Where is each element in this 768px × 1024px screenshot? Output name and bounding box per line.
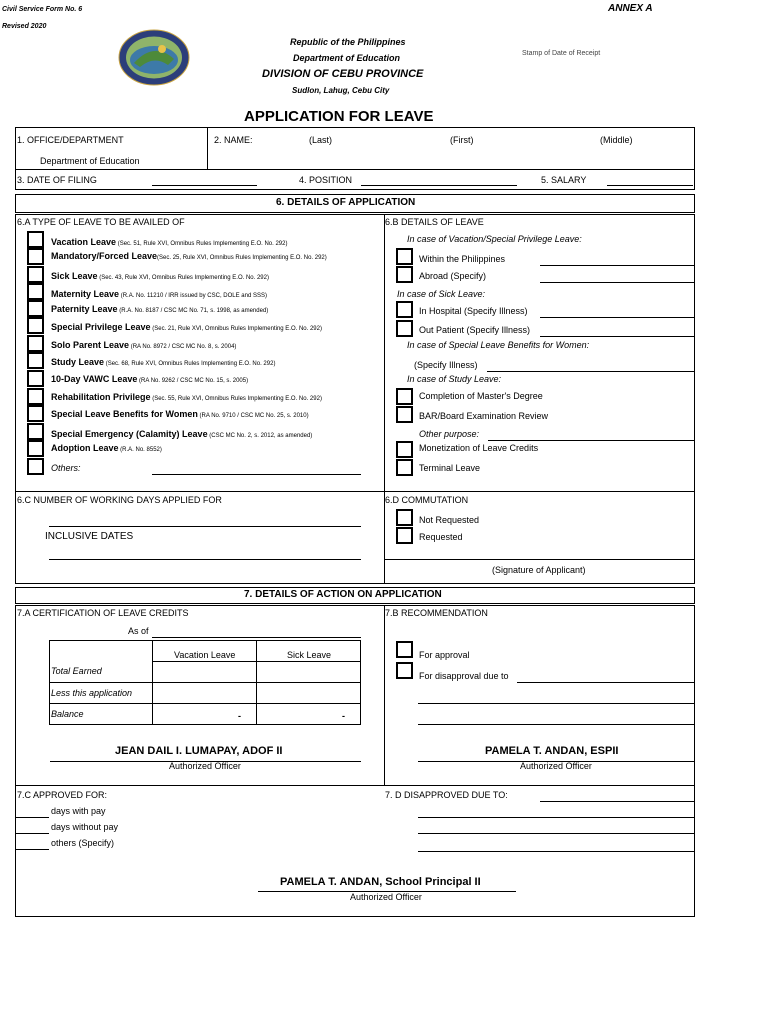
deped-seal-logo xyxy=(118,29,190,86)
leave-type-item: Paternity Leave (R.A. No. 8187 / CSC MC No. 71, s. 1998, as amended) xyxy=(51,304,269,314)
leave-type-item: Special Leave Benefits for Women (RA No. 9710 / CSC MC No. 25, s. 2010) xyxy=(51,409,309,419)
last-name-label: (Last) xyxy=(309,135,333,145)
leave-type-item: Sick Leave (Sec. 43, Rule XVI, Omnibus Rules Implementing E.O. No. 292) xyxy=(51,271,269,281)
in-hospital-label: In Hospital (Specify Illness) xyxy=(419,306,528,316)
name-label: 2. NAME: xyxy=(214,135,253,145)
others-field[interactable] xyxy=(152,474,361,475)
position-label: 4. POSITION xyxy=(299,175,353,185)
leave-type-checkbox[interactable] xyxy=(27,388,44,405)
division-text: DIVISION OF CEBU PROVINCE xyxy=(262,68,424,80)
within-philippines-label: Within the Philippines xyxy=(419,254,506,264)
leave-type-checkbox[interactable] xyxy=(27,283,44,300)
leave-type-checkbox[interactable] xyxy=(27,352,44,369)
less-application-label: Less this application xyxy=(51,688,133,698)
for-approval-checkbox[interactable] xyxy=(396,641,413,658)
abroad-label: Abroad (Specify) xyxy=(419,271,487,281)
masters-degree-label: Completion of Master's Degree xyxy=(419,391,543,401)
vacation-balance-value: - xyxy=(238,711,241,721)
type-of-leave-label: 6.A TYPE OF LEAVE TO BE AVAILED OF xyxy=(17,217,185,227)
department-text: Department of Education xyxy=(293,53,401,63)
working-days-field[interactable] xyxy=(49,526,361,527)
leave-type-checkbox[interactable] xyxy=(27,300,44,317)
sick-balance-value: - xyxy=(342,711,345,721)
authorized-officer-label: Authorized Officer xyxy=(169,761,241,771)
for-approval-label: For approval xyxy=(419,650,470,660)
specify-illness-label: (Specify Illness) xyxy=(414,360,478,370)
leave-credits-label: 7.A CERTIFICATION OF LEAVE CREDITS xyxy=(17,608,189,618)
days-without-pay-label: days without pay xyxy=(51,822,119,832)
others-specify-field[interactable] xyxy=(16,849,49,850)
approved-for-label: 7.C APPROVED FOR: xyxy=(17,790,108,800)
leave-type-item: Adoption Leave (R.A. No. 8552) xyxy=(51,443,162,453)
approving-officer-name: PAMELA T. ANDAN, School Principal II xyxy=(280,876,481,888)
divider xyxy=(15,491,695,492)
monetization-label: Monetization of Leave Credits xyxy=(419,443,539,453)
balance-label: Balance xyxy=(51,709,84,719)
disapproved-reason-field[interactable] xyxy=(418,833,694,834)
leave-type-checkbox[interactable] xyxy=(27,231,44,248)
section-7-title: 7. DETAILS OF ACTION ON APPLICATION xyxy=(244,589,442,600)
monetization-checkbox[interactable] xyxy=(396,441,413,458)
leave-type-checkbox[interactable] xyxy=(27,248,44,265)
form-revision: Revised 2020 xyxy=(2,23,47,30)
masters-degree-checkbox[interactable] xyxy=(396,388,413,405)
working-days-label: 6.C NUMBER OF WORKING DAYS APPLIED FOR xyxy=(17,495,222,505)
leave-type-item: Study Leave (Sec. 68, Rule XVI, Omnibus Rules Implementing E.O. No. 292) xyxy=(51,357,276,367)
divider xyxy=(49,703,361,704)
not-requested-label: Not Requested xyxy=(419,515,480,525)
total-earned-label: Total Earned xyxy=(51,666,102,676)
as-of-field[interactable] xyxy=(152,637,361,638)
specify-illness-field[interactable] xyxy=(487,371,694,372)
recommendation-label: 7.B RECOMMENDATION xyxy=(385,608,488,618)
disapproved-due-to-label: 7. D DISAPPROVED DUE TO: xyxy=(385,790,508,800)
applicant-signature-label: (Signature of Applicant) xyxy=(492,565,586,575)
address-text: Sudlon, Lahug, Cebu City xyxy=(292,86,390,95)
bar-review-label: BAR/Board Examination Review xyxy=(419,411,549,421)
for-disapproval-label: For disapproval due to xyxy=(419,671,509,681)
other-purpose-field[interactable] xyxy=(488,440,694,441)
others-label: Others: xyxy=(51,463,81,473)
leave-type-checkbox[interactable] xyxy=(27,405,44,422)
leave-type-item: Mandatory/Forced Leave(Sec. 25, Rule XVI, Omnibus Rules Implementing E.O. No. 292) xyxy=(51,251,327,261)
days-with-pay-field[interactable] xyxy=(16,817,49,818)
vacation-case-label: In case of Vacation/Special Privilege Leave: xyxy=(407,234,582,244)
study-case-label: In case of Study Leave: xyxy=(407,374,502,384)
salary-label: 5. SALARY xyxy=(541,175,587,185)
leave-type-item: Special Privilege Leave (Sec. 21, Rule XVI, Omnibus Rules Implementing E.O. No. 292) xyxy=(51,322,322,332)
days-without-pay-field[interactable] xyxy=(16,833,49,834)
in-hospital-field[interactable] xyxy=(540,317,694,318)
out-patient-label: Out Patient (Specify Illness) xyxy=(419,325,531,335)
details-of-leave-label: 6.B DETAILS OF LEAVE xyxy=(385,217,484,227)
other-purpose-label: Other purpose: xyxy=(419,429,480,439)
out-patient-checkbox[interactable] xyxy=(396,320,413,337)
position-field[interactable] xyxy=(361,185,517,186)
others-checkbox[interactable] xyxy=(27,458,44,475)
divider xyxy=(384,214,385,584)
within-philippines-field[interactable] xyxy=(540,265,694,266)
leave-type-item: Vacation Leave (Sec. 51, Rule XVI, Omnibus Rules Implementing E.O. No. 292) xyxy=(51,237,288,247)
inclusive-dates-field[interactable] xyxy=(49,559,361,560)
terminal-leave-label: Terminal Leave xyxy=(419,463,481,473)
abroad-checkbox[interactable] xyxy=(396,266,413,283)
form-title: APPLICATION FOR LEAVE xyxy=(244,108,434,125)
divider xyxy=(152,661,361,662)
certifying-officer-name: JEAN DAIL I. LUMAPAY, ADOF II xyxy=(115,745,283,757)
in-hospital-checkbox[interactable] xyxy=(396,301,413,318)
leave-type-checkbox[interactable] xyxy=(27,317,44,334)
bar-review-checkbox[interactable] xyxy=(396,406,413,423)
leave-type-item: Solo Parent Leave (RA No. 8972 / CSC MC No. 8, s. 2004) xyxy=(51,340,237,350)
disapproval-reason-field[interactable] xyxy=(418,724,694,725)
terminal-leave-checkbox[interactable] xyxy=(396,459,413,476)
annex-label: ANNEX A xyxy=(608,3,653,14)
requested-checkbox[interactable] xyxy=(396,527,413,544)
as-of-label: As of xyxy=(128,626,149,636)
disapproval-reason-field[interactable] xyxy=(418,703,694,704)
middle-name-label: (Middle) xyxy=(600,135,633,145)
leave-type-item: Rehabilitation Privilege (Sec. 55, Rule XVI, Omnibus Rules Implementing E.O. No. 292) xyxy=(51,392,322,402)
date-of-filing-field[interactable] xyxy=(152,185,257,186)
divider xyxy=(49,682,361,683)
commutation-label: 6.D COMMUTATION xyxy=(385,495,469,505)
sick-leave-column-header: Sick Leave xyxy=(287,650,332,660)
office-value[interactable]: Department of Education xyxy=(40,156,140,166)
leave-type-checkbox[interactable] xyxy=(27,423,44,440)
divider xyxy=(207,127,208,169)
divider xyxy=(15,785,695,786)
vacation-leave-column-header: Vacation Leave xyxy=(174,650,236,660)
leave-type-item: Maternity Leave (R.A. No. 11210 / IRR issued by CSC, DOLE and SSS) xyxy=(51,289,267,299)
days-with-pay-label: days with pay xyxy=(51,806,106,816)
sick-case-label: In case of Sick Leave: xyxy=(397,289,486,299)
disapproved-reason-field[interactable] xyxy=(418,817,694,818)
disapproved-reason-field[interactable] xyxy=(540,801,694,802)
leave-type-checkbox[interactable] xyxy=(27,370,44,387)
divider xyxy=(384,605,385,786)
women-case-label: In case of Special Leave Benefits for Women: xyxy=(407,340,590,350)
within-philippines-checkbox[interactable] xyxy=(396,248,413,265)
form-number: Civil Service Form No. 6 xyxy=(2,6,83,13)
date-of-filing-label: 3. DATE OF FILING xyxy=(17,175,97,185)
leave-type-checkbox[interactable] xyxy=(27,266,44,283)
salary-field[interactable] xyxy=(607,185,693,186)
leave-type-item: Special Emergency (Calamity) Leave (CSC MC No. 2, s. 2012, as amended) xyxy=(51,429,313,439)
office-label: 1. OFFICE/DEPARTMENT xyxy=(17,135,124,145)
disapproved-reason-field[interactable] xyxy=(418,851,694,852)
inclusive-dates-label: INCLUSIVE DATES xyxy=(45,531,134,542)
divider xyxy=(384,559,695,560)
not-requested-checkbox[interactable] xyxy=(396,509,413,526)
authorized-officer-label: Authorized Officer xyxy=(520,761,592,771)
leave-type-checkbox[interactable] xyxy=(27,440,44,457)
leave-type-checkbox[interactable] xyxy=(27,335,44,352)
out-patient-field[interactable] xyxy=(540,336,694,337)
abroad-field[interactable] xyxy=(540,282,694,283)
requested-label: Requested xyxy=(419,532,463,542)
divider xyxy=(15,169,695,170)
republic-text: Republic of the Philippines xyxy=(290,37,406,47)
recommending-officer-name: PAMELA T. ANDAN, ESPII xyxy=(485,745,619,757)
others-specify-label: others (Specify) xyxy=(51,838,115,848)
for-disapproval-checkbox[interactable] xyxy=(396,662,413,679)
authorized-officer-label: Authorized Officer xyxy=(350,892,422,902)
disapproval-reason-field[interactable] xyxy=(517,682,694,683)
stamp-label: Stamp of Date of Receipt xyxy=(522,50,601,57)
leave-type-item: 10-Day VAWC Leave (RA No. 9262 / CSC MC No. 15, s. 2005) xyxy=(51,374,249,384)
first-name-label: (First) xyxy=(450,135,474,145)
section-6-title: 6. DETAILS OF APPLICATION xyxy=(276,197,416,208)
